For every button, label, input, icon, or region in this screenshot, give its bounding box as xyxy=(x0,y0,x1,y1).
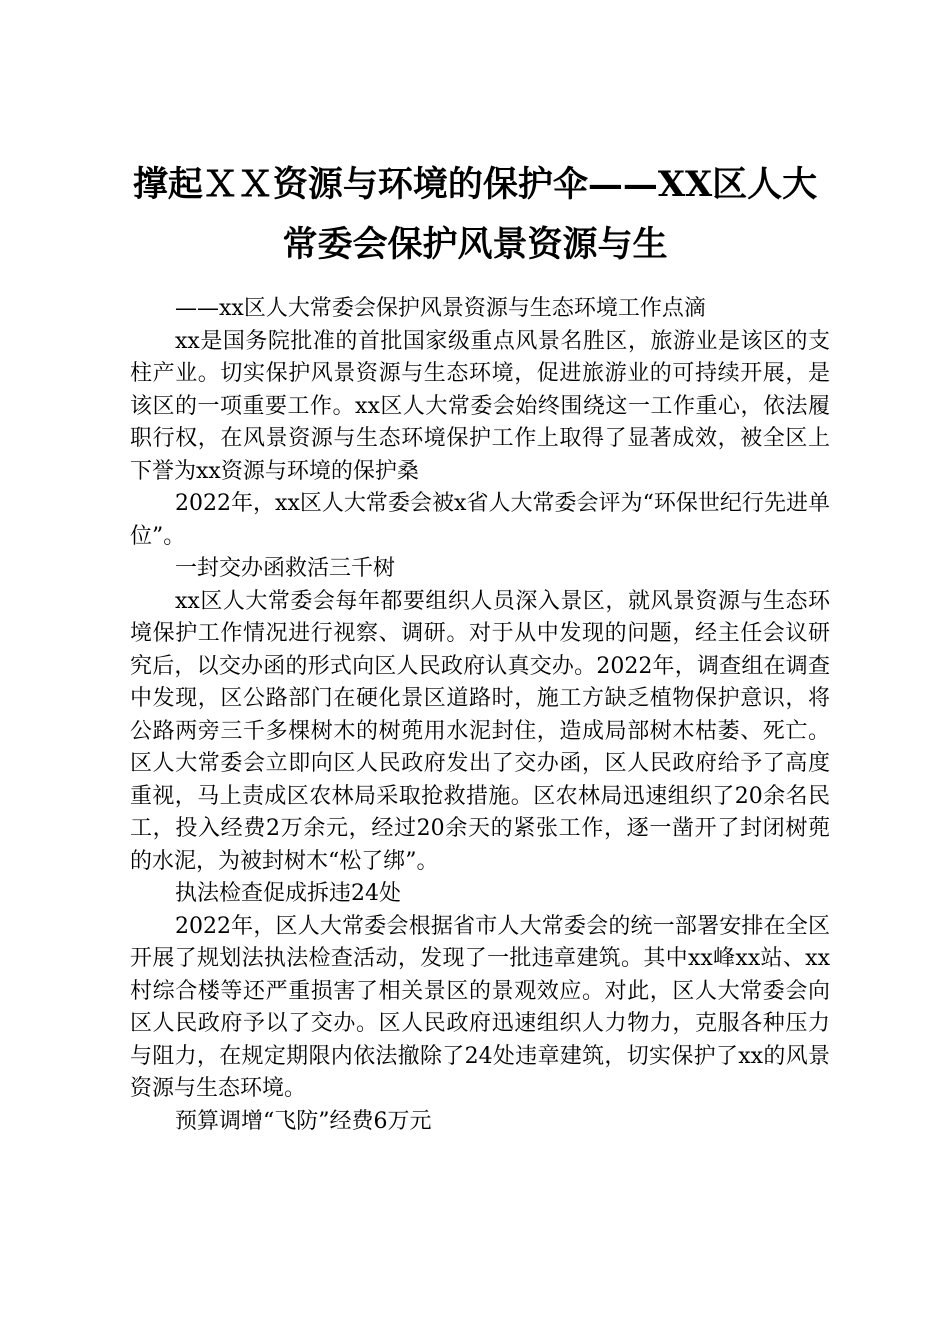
document-body xyxy=(130,293,830,1138)
section-heading: 执法检查促成拆违24处 xyxy=(175,881,401,906)
title-line-2: 常委会保护风景资源与生 xyxy=(282,224,668,265)
title-line-1: 撑起ＸＸ资源与环境的保护伞——XX区人大 xyxy=(132,164,818,205)
body-paragraph: 2022年，xx区人大常委会被x省人大常委会评为“环保世纪行先进单位”。 xyxy=(130,491,830,549)
section-heading: 一封交办函救活三千树 xyxy=(175,556,396,581)
subtitle-paragraph: ——xx区人大常委会保护风景资源与生态环境工作点滴 xyxy=(175,296,706,321)
body-paragraph: 2022年，区人大常委会根据省市人大常委会的统一部署安排在全区开展了规划法执法检查活动，发现了一批违章建筑。其中xx峰xx站、xx村综合楼等还严重损害了相关景区的景观效应。对此，区人大常委会向区人民政府予以了交办。区人民政府迅速组织人力物力，克服各种压力与阻力，在规定期限内依法撤除了24处违章建筑，切实保护了xx的风景资源与生态环境。 xyxy=(130,913,830,1101)
document-title xyxy=(120,155,830,275)
section-heading: 预算调增“飞防”经费6万元 xyxy=(175,1108,432,1134)
body-paragraph: xx是国务院批准的首批国家级重点风景名胜区，旅游业是该区的支柱产业。切实保护风景资源与生态环境，促进旅游业的可持续开展，是该区的一项重要工作。xx区人大常委会始终围绕这一工作重心，依法履职行权，在风景资源与生态环境保护工作上取得了显著成效，被全区上下誉为xx资源与环境的保护桑 xyxy=(130,328,830,484)
body-paragraph: xx区人大常委会每年都要组织人员深入景区，就风景资源与生态环境保护工作情况进行视察、调研。对于从中发现的问题，经主任会议研究后，以交办函的形式向区人民政府认真交办。2022年，调查组在调查中发现，区公路部门在硬化景区道路时，施工方缺乏植物保护意识，将公路两旁三千多棵树木的树蔸用水泥封住，造成局部树木枯萎、死亡。区人大常委会立即向区人民政府发出了交办函，区人民政府给予了高度重视，马上责成区农林局采取抢救措施。区农林局迅速组织了20余名民工，投入经费2万余元，经过20余天的紧张工作，逐一凿开了封闭树蔸的水泥，为被封树木“松了绑”。 xyxy=(130,588,830,874)
